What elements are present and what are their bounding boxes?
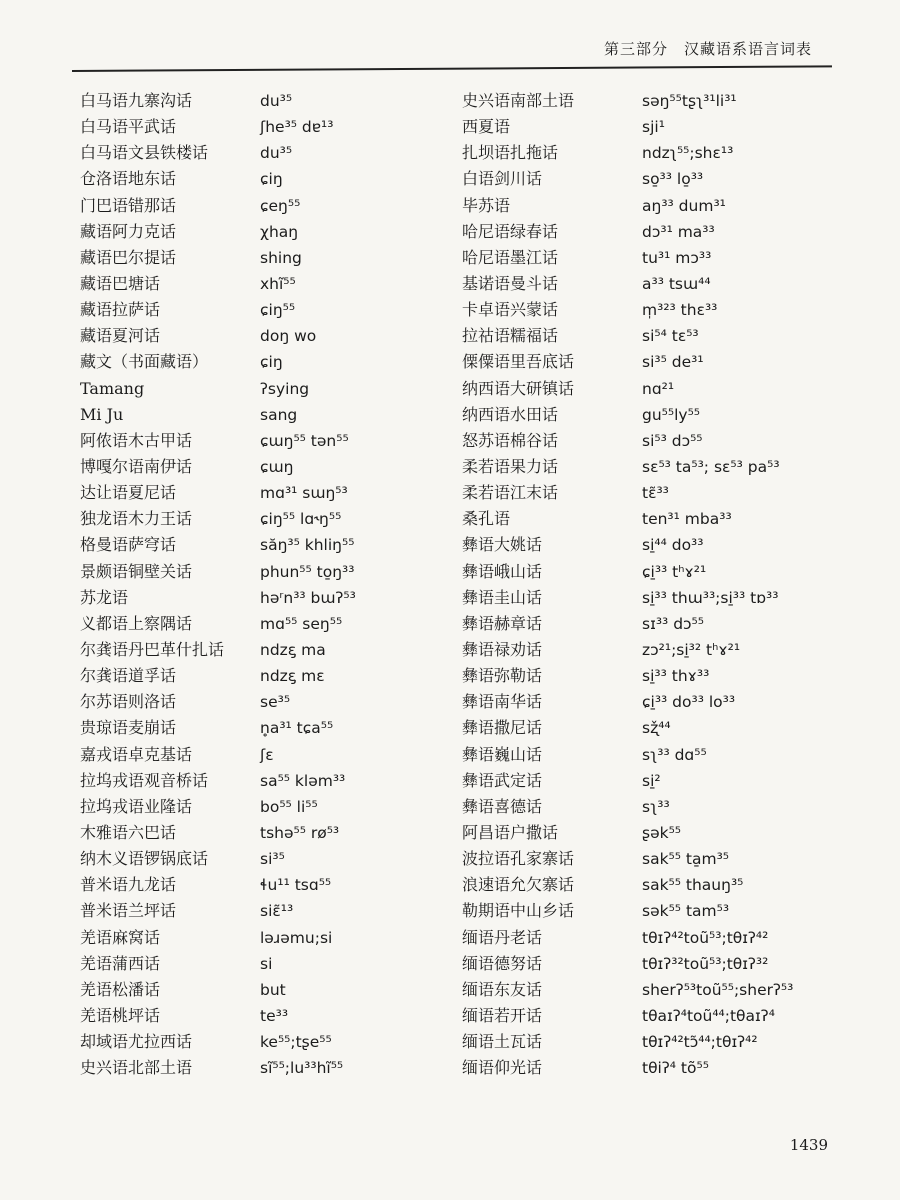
word-form: ke⁵⁵;tʂe⁵⁵ [260, 1033, 332, 1052]
word-form: si [260, 954, 273, 973]
table-row [80, 219, 460, 245]
word-form: ndzʅ⁵⁵;shɛ¹³ [642, 144, 734, 163]
table-row [462, 454, 842, 480]
dialect-name: 贵琼语麦崩话 [80, 718, 177, 738]
page-number: 1439 [789, 1136, 828, 1154]
word-form: ten³¹ mba³³ [642, 510, 732, 529]
table-row [462, 349, 842, 375]
dialect-name: 苏龙语 [80, 587, 129, 607]
dialect-name: 纳西语水田话 [462, 404, 559, 424]
word-form: χhaŋ [260, 222, 299, 241]
dialect-name: 桑孔语 [462, 509, 511, 529]
dialect-name: 仓洛语地东话 [80, 169, 177, 189]
word-form: ɕiŋ⁵⁵ lɑ˞ŋ⁵⁵ [260, 510, 342, 529]
table-row [80, 977, 460, 1003]
word-form: sĩ⁵⁵;lu³³hĩ⁵⁵ [260, 1059, 344, 1078]
table-row [462, 663, 842, 689]
dialect-name: 怒苏语棉谷话 [462, 430, 559, 450]
word-form: shing [260, 248, 302, 267]
dialect-name: 缅语德努话 [462, 953, 543, 973]
table-row [462, 88, 842, 114]
table-row [80, 88, 460, 114]
table-row [462, 245, 842, 271]
word-form: ɬu¹¹ tsɑ⁵⁵ [260, 876, 332, 895]
word-form: sji¹ [642, 118, 665, 137]
word-form: ɕɯŋ [260, 457, 294, 476]
word-form: ɕɯŋ⁵⁵ tən⁵⁵ [260, 431, 349, 450]
dialect-name: 波拉语孔家寨话 [462, 849, 575, 869]
table-row [462, 297, 842, 323]
table-row [80, 820, 460, 846]
dialect-name: 羌语蒲西话 [80, 953, 161, 973]
word-form: dɔ³¹ ma³³ [642, 222, 715, 241]
word-form: tθaɪʔ⁴toũ⁴⁴;tθaɪʔ⁴ [642, 1006, 775, 1025]
dialect-name: 藏语拉萨话 [80, 300, 161, 320]
dialect-name: 羌语桃坪话 [80, 1005, 161, 1025]
table-row [80, 559, 460, 585]
table-row [80, 1003, 460, 1029]
table-row [80, 271, 460, 297]
table-row [80, 480, 460, 506]
word-form: siɛ̃¹³ [260, 902, 294, 921]
dialect-name: 门巴语错那话 [80, 195, 177, 215]
word-form: si⁵⁴ tɛ⁵³ [642, 327, 699, 346]
dialect-name: 羌语麻窝话 [80, 927, 161, 947]
left-column [80, 88, 460, 1081]
table-row [80, 637, 460, 663]
table-row [462, 402, 842, 428]
word-form: tθɪʔ⁴²tɔ̃⁴⁴;tθɪʔ⁴² [642, 1033, 758, 1052]
table-row [462, 166, 842, 192]
dialect-name: 白马语平武话 [80, 117, 177, 137]
table-row [80, 611, 460, 637]
dialect-name: 柔若语果力话 [462, 456, 559, 476]
dialect-name: 彝语武定话 [462, 770, 543, 790]
word-form: ləɹəmu;si [260, 928, 333, 947]
table-row [80, 1055, 460, 1081]
dialect-name: 彝语南华话 [462, 692, 543, 712]
table-row [462, 1029, 842, 1055]
dialect-name: 彝语撒尼话 [462, 718, 543, 738]
dialect-name: 哈尼语墨江话 [462, 247, 559, 267]
word-form: si̱² [642, 771, 661, 790]
word-form: sʅ³³ dɑ⁵⁵ [642, 745, 707, 764]
dialect-name: 阿侬语木古甲话 [80, 430, 193, 450]
table-row [462, 951, 842, 977]
table-row [80, 794, 460, 820]
dialect-name: 卡卓语兴蒙话 [462, 300, 559, 320]
word-form: gu⁵⁵ly⁵⁵ [642, 405, 700, 424]
dialect-name: 普米语兰坪话 [80, 901, 177, 921]
word-form: ɕi̱³³ tʰɤ²¹ [642, 562, 707, 581]
table-row [462, 506, 842, 532]
word-form: ɕiŋ⁵⁵ [260, 301, 296, 320]
table-row [462, 219, 842, 245]
table-row [80, 428, 460, 454]
word-form: ɕi̱³³ do³³ lo³³ [642, 693, 736, 712]
word-form: sherʔ⁵³toũ⁵⁵;sherʔ⁵³ [642, 980, 794, 999]
dialect-name: 西夏语 [462, 117, 511, 137]
table-row [462, 794, 842, 820]
running-header: 第三部分 汉藏语系语言词表 [603, 40, 812, 58]
table-row [80, 193, 460, 219]
table-row [80, 114, 460, 140]
word-form: zɔ²¹;si̱³² tʰɤ²¹ [642, 640, 741, 659]
dialect-name: 彝语赫章话 [462, 613, 543, 633]
word-form: ɕiŋ [260, 353, 283, 372]
table-row [462, 1003, 842, 1029]
dialect-name: 勒期语中山乡话 [462, 901, 575, 921]
table-row [462, 114, 842, 140]
dialect-name: 史兴语北部土语 [80, 1058, 193, 1078]
table-row [462, 376, 842, 402]
table-row [80, 925, 460, 951]
word-form: sang [260, 405, 298, 424]
word-form: sak⁵⁵ thauŋ³⁵ [642, 876, 744, 895]
dialect-name: 藏文（书面藏语） [80, 352, 209, 372]
word-form: həʳn³³ bɯʔ⁵³ [260, 588, 356, 607]
table-row [462, 559, 842, 585]
right-column [462, 88, 842, 1081]
word-form: mɑ³¹ sɯŋ⁵³ [260, 484, 348, 503]
word-form: sak⁵⁵ ta̱m³⁵ [642, 850, 730, 869]
table-row [80, 951, 460, 977]
table-row [80, 506, 460, 532]
word-form: sʅ³³ [642, 797, 670, 816]
dialect-name: 尔龚语丹巴革什扎话 [80, 639, 225, 659]
word-form: so̱³³ lo̱³³ [642, 170, 704, 189]
dialect-name: 拉坞戎语业隆话 [80, 796, 193, 816]
dialect-name: 浪速语允欠寨话 [462, 875, 575, 895]
dialect-name: 彝语圭山话 [462, 587, 543, 607]
table-row [462, 271, 842, 297]
dialect-name: 纳西语大研镇话 [462, 378, 575, 398]
word-form: but [260, 980, 286, 999]
table-row [462, 768, 842, 794]
word-form: aŋ³³ dum³¹ [642, 196, 726, 215]
word-form: n̥a³¹ tɕa⁵⁵ [260, 719, 334, 738]
table-row [462, 820, 842, 846]
word-form: a³³ tsɯ⁴⁴ [642, 274, 711, 293]
word-form: si³⁵ [260, 850, 285, 869]
dialect-name: 哈尼语绿春话 [462, 221, 559, 241]
word-form: se³⁵ [260, 693, 291, 712]
table-row [462, 742, 842, 768]
table-row [462, 637, 842, 663]
word-form: mɑ⁵⁵ seŋ⁵⁵ [260, 614, 343, 633]
word-form: du³⁵ [260, 92, 293, 110]
dialect-name: 缅语丹老话 [462, 927, 543, 947]
word-form: ʂək⁵⁵ [642, 823, 682, 842]
word-form: sɛ⁵³ ta⁵³; sɛ⁵³ pa⁵³ [642, 457, 780, 476]
word-form: xhĩ⁵⁵ [260, 274, 296, 293]
dialect-name: 嘉戎语卓克基话 [80, 744, 193, 764]
table-row [80, 715, 460, 741]
dialect-name: 藏语巴塘话 [80, 273, 161, 293]
word-form: m̩³²³ thɛ³³ [642, 301, 718, 320]
dialect-name: 义都语上察隅话 [80, 613, 193, 633]
dialect-name: 阿昌语户撒话 [462, 822, 559, 842]
table-row [462, 193, 842, 219]
table-row [80, 768, 460, 794]
word-form: phun⁵⁵ to̱ŋ³³ [260, 562, 355, 581]
dialect-name: 藏语阿力克话 [80, 221, 177, 241]
word-form: tu³¹ mɔ³³ [642, 248, 712, 267]
header-rule [72, 65, 832, 72]
dialect-name: 白马语九寨沟话 [80, 91, 193, 110]
word-form: te³³ [260, 1006, 289, 1025]
table-row [462, 611, 842, 637]
word-form: doŋ wo [260, 327, 317, 346]
word-form: si⁵³ dɔ⁵⁵ [642, 431, 703, 450]
table-row [80, 689, 460, 715]
table-row [462, 480, 842, 506]
dialect-name: 彝语大姚话 [462, 535, 543, 555]
table-row [80, 898, 460, 924]
word-form: si̱³³ thɯ³³;si̱³³ tɒ³³ [642, 588, 779, 607]
dialect-name: Mi Ju [80, 404, 124, 424]
dialect-name: 缅语东友话 [462, 979, 543, 999]
word-form: bo⁵⁵ li⁵⁵ [260, 797, 318, 816]
dialect-name: 格曼语萨穹话 [80, 535, 177, 555]
dialect-name: 白语剑川话 [462, 169, 543, 189]
table-row [462, 977, 842, 1003]
dialect-name: 缅语若开话 [462, 1005, 543, 1025]
table-row [80, 402, 460, 428]
table-row [462, 1055, 842, 1081]
word-form: tshə⁵⁵ rø⁵³ [260, 823, 340, 842]
word-form: tθiʔ⁴ tõ⁵⁵ [642, 1059, 709, 1078]
word-form: ʃhe³⁵ dɐ¹³ [260, 118, 334, 137]
word-form: tθɪʔ³²toũ⁵³;tθɪʔ³² [642, 954, 769, 973]
table-row [80, 1029, 460, 1055]
dialect-name: 白马语文县铁楼话 [80, 143, 209, 163]
word-form: tɛ̃³³ [642, 484, 669, 503]
table-row [462, 428, 842, 454]
dialect-name: 傈僳语里吾底话 [462, 352, 575, 372]
table-row [80, 846, 460, 872]
table-row [80, 140, 460, 166]
table-row [80, 742, 460, 768]
word-form: nɑ²¹ [642, 379, 675, 398]
dialect-name: 羌语松潘话 [80, 979, 161, 999]
table-row [80, 872, 460, 898]
word-form: ndzɛ̡ ma [260, 640, 326, 659]
word-form: sək⁵⁵ tam⁵³ [642, 902, 730, 921]
dialect-name: 尔龚语道孚话 [80, 666, 177, 686]
table-row [462, 585, 842, 611]
word-form: sɪ³³ dɔ⁵⁵ [642, 614, 704, 633]
table-row [80, 376, 460, 402]
dialect-name: 拉坞戎语观音桥话 [80, 770, 209, 790]
table-row [462, 323, 842, 349]
dialect-name: 却域语尤拉西话 [80, 1032, 193, 1052]
table-row [462, 925, 842, 951]
dialect-name: 彝语喜德话 [462, 796, 543, 816]
table-row [462, 532, 842, 558]
word-form: ndzɛ̡ mɛ [260, 667, 325, 686]
table-row [80, 532, 460, 558]
dialect-name: 彝语峨山话 [462, 561, 543, 581]
word-form: si̱³³ thɤ³³ [642, 667, 710, 686]
word-form: səŋ⁵⁵tʂʅ³¹li³¹ [642, 92, 737, 110]
table-row [462, 140, 842, 166]
dialect-name: 彝语巍山话 [462, 744, 543, 764]
dialect-name: 缅语仰光话 [462, 1058, 543, 1078]
dialect-name: 彝语禄劝话 [462, 639, 543, 659]
table-row [80, 585, 460, 611]
dialect-name: Tamang [80, 378, 145, 398]
word-form: ʃɛ [260, 745, 274, 764]
table-row [80, 454, 460, 480]
dialect-name: 纳木义语锣锅底话 [80, 849, 209, 869]
table-row [80, 297, 460, 323]
dialect-name: 柔若语江末话 [462, 483, 559, 503]
dialect-name: 博嘎尔语南伊话 [80, 456, 193, 476]
dialect-name: 独龙语木力王话 [80, 509, 193, 529]
table-row [80, 245, 460, 271]
table-row [462, 872, 842, 898]
word-form: sa⁵⁵ kləm³³ [260, 771, 346, 790]
dialect-name: 毕苏语 [462, 195, 511, 215]
dialect-name: 藏语巴尔提话 [80, 247, 177, 267]
word-form: du³⁵ [260, 144, 293, 163]
table-row [80, 166, 460, 192]
word-form: ɕeŋ⁵⁵ [260, 196, 301, 215]
table-row [462, 898, 842, 924]
table-row [80, 323, 460, 349]
table-row [80, 663, 460, 689]
table-row [80, 349, 460, 375]
word-form: sʐ̌⁴⁴ [642, 719, 671, 738]
word-form: ʔsying [260, 379, 310, 398]
table-row [462, 715, 842, 741]
dialect-name: 尔苏语则洛话 [80, 692, 177, 712]
dialect-name: 普米语九龙话 [80, 875, 177, 895]
dialect-name: 藏语夏河话 [80, 326, 161, 346]
dialect-name: 史兴语南部土语 [462, 91, 575, 110]
dialect-name: 拉祜语糯福话 [462, 326, 559, 346]
dialect-name: 达让语夏尼话 [80, 483, 177, 503]
word-form: tθɪʔ⁴²toũ⁵³;tθɪʔ⁴² [642, 928, 769, 947]
word-form: si̱⁴⁴ do³³ [642, 536, 704, 555]
table-row [462, 689, 842, 715]
dialect-name: 木雅语六巴话 [80, 822, 177, 842]
dialect-name: 景颇语铜壁关话 [80, 561, 193, 581]
dialect-name: 彝语弥勒话 [462, 666, 543, 686]
word-form: si³⁵ de³¹ [642, 353, 704, 372]
dialect-name: 扎坝语扎拖话 [462, 143, 559, 163]
dialect-name: 缅语土瓦话 [462, 1032, 543, 1052]
word-form: săŋ³⁵ khliŋ⁵⁵ [260, 536, 355, 555]
table-row [462, 846, 842, 872]
word-form: ɕiŋ [260, 170, 283, 189]
dialect-name: 基诺语曼斗话 [462, 273, 559, 293]
